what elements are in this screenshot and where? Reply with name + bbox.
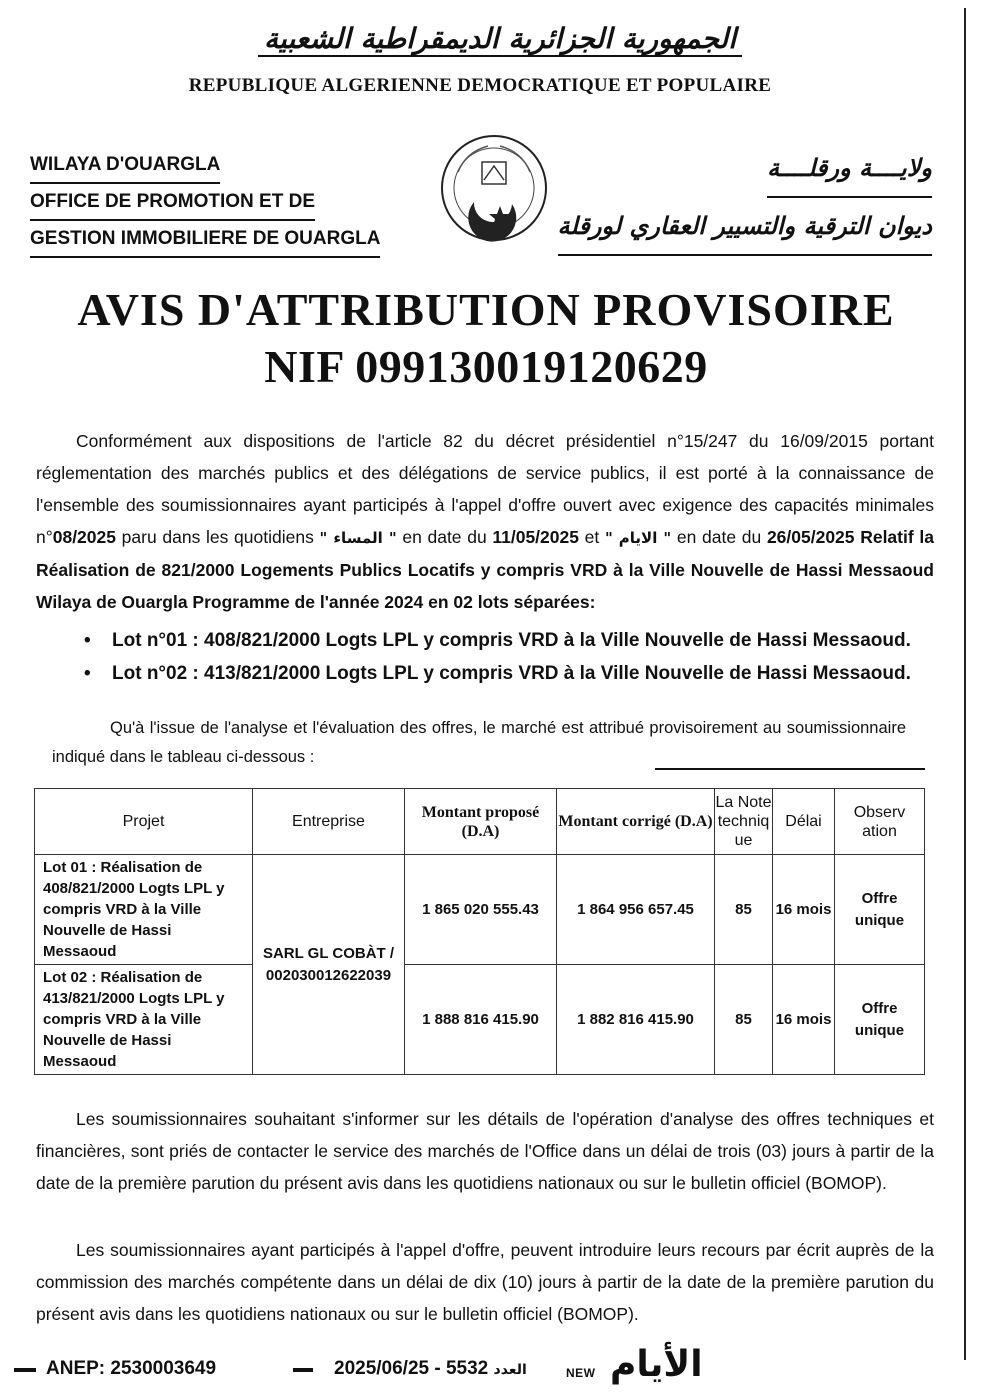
col-note: La Note techniq ue: [715, 789, 773, 855]
office-ar: ديوان الترقية والتسيير العقاري لورقلة: [558, 198, 932, 256]
cell-observation: Offre unique: [835, 855, 925, 965]
col-montant-corrige: Montant corrigé (D.A): [557, 789, 715, 855]
national-emblem-seal: [438, 132, 550, 244]
cell-montant-corrige: 1 882 816 415.90: [557, 965, 715, 1075]
table-row: [35, 855, 925, 965]
logo-name: الأيام: [610, 1344, 703, 1385]
col-entreprise: Entreprise: [253, 789, 405, 855]
cell-projet: Lot 01 : Réalisation de 408/821/2000 Logts LPL y compris VRD à la Ville Nouvelle de Hassi Messaoud: [35, 855, 253, 965]
col-projet: Projet: [35, 789, 253, 855]
cell-observation: Offre unique: [835, 965, 925, 1075]
table-header-row: [35, 789, 925, 855]
issuer-block-ar: [558, 140, 932, 256]
cell-projet: Lot 02 : Réalisation de 413/821/2000 Logts LPL y compris VRD à la Ville Nouvelle de Hassi Messaoud: [35, 965, 253, 1075]
french-republic-title: REPUBLIQUE ALGERIENNE DEMOCRATIQUE ET POPULAIRE: [188, 75, 772, 96]
cell-montant-propose: 1 888 816 415.90: [405, 965, 557, 1075]
anep-reference: ANEP: 2530003649: [46, 1358, 217, 1379]
newspaper-logo: [566, 1344, 706, 1392]
issuer-line-2: OFFICE DE PROMOTION ET DE: [30, 184, 315, 221]
divider: [655, 768, 925, 770]
arabic-republic-title: الجمهورية الجزائرية الديمقراطية الشعبية: [0, 22, 1000, 55]
recours-paragraph: Les soumissionnaires ayant participés à l'appel d'offre, peuvent introduire leurs recours par écrit auprès de la commission des marchés compétente dans un délai de dix (10) jours à partir de la date de la première parution du présent avis dans les quotidiens nationaux ou sur le bulletin officiel (BOMOP).: [36, 1240, 934, 1324]
notice-title: AVIS D'ATTRIBUTION PROVISOIRE: [77, 284, 895, 335]
issuer-block-fr: [30, 147, 380, 258]
cell-note: 85: [715, 855, 773, 965]
list-item: • Lot n°02 : 413/821/2000 Logts LPL y compris VRD à la Ville Nouvelle de Hassi Messaoud.: [84, 657, 944, 690]
cell-delai: 16 mois: [773, 855, 835, 965]
results-table: [34, 788, 925, 1075]
cell-montant-corrige: 1 864 956 657.45: [557, 855, 715, 965]
cell-entreprise: SARL GL COBÀT / 002030012622039: [253, 855, 405, 1075]
logo-new-label: NEW: [566, 1366, 596, 1380]
nif-number: NIF 099130019120629: [264, 341, 708, 392]
analysis-paragraph: Qu'à l'issue de l'analyse et l'évaluation des offres, le marché est attribué provisoirement au soumissionnaire indiqué dans le tableau ci-dessous :: [52, 719, 906, 766]
cell-montant-propose: 1 865 020 555.43: [405, 855, 557, 965]
wilaya-ar: ولايــــة ورقلــــة: [767, 140, 932, 198]
issuer-line-1: WILAYA D'OUARGLA: [30, 147, 220, 184]
col-montant-propose: Montant proposé (D.A): [405, 789, 557, 855]
info-paragraph: Les soumissionnaires souhaitant s'informer sur les détails de l'opération d'analyse des offres techniques et financières, sont priés de contacter le service des marchés de l'Office dans un délai de trois (03) jours à partir de la date de la première parution du présent avis dans les quotidiens nationaux ou sur le bulletin officiel (BOMOP).: [36, 1109, 934, 1193]
col-delai: Délai: [773, 789, 835, 855]
list-item: • Lot n°01 : 408/821/2000 Logts LPL y compris VRD à la Ville Nouvelle de Hassi Messaoud.: [84, 624, 944, 657]
footer-dash: [293, 1368, 313, 1372]
col-observation: Observ ation: [835, 789, 925, 855]
cell-note: 85: [715, 965, 773, 1075]
issue-reference: 2025/06/25 - 5532 العدد: [334, 1358, 527, 1379]
issuer-line-3: GESTION IMMOBILIERE DE OUARGLA: [30, 221, 380, 258]
lots-list: [84, 624, 944, 690]
table-row: [35, 965, 925, 1075]
footer-dash: [14, 1368, 36, 1372]
intro-paragraph: Conformément aux dispositions de l'article 82 du décret présidentiel n°15/247 du 16/09/2015 portant réglementation des marchés publics et des délégations de service publics, il est porté à la connaissance de l'ensemble des soumissionnaires ayant participés à l'appel d'offre ouvert avec exigence des capacités minimales n°08/2025 paru dans les quotidiens " المساء " en date du 11/05/2025 et " الايام " en date du 26/05/2025 Relatif la Réalisation de 821/2000 Logements Publics Locatifs y compris VRD à la Ville Nouvelle de Hassi Messaoud Wilaya de Ouargla Programme de l'année 2024 en 02 lots séparées:: [36, 431, 934, 612]
cell-delai: 16 mois: [773, 965, 835, 1075]
